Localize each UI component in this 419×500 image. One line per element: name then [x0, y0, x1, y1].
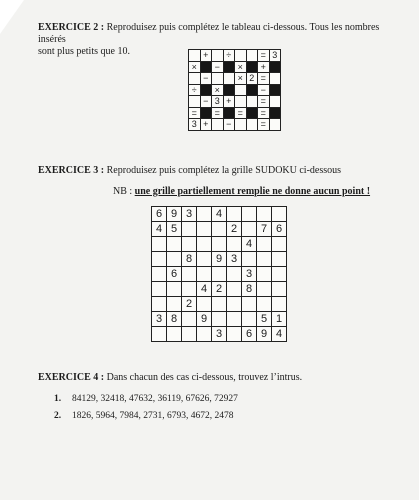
exercise-3-heading: EXERCICE 3 :	[38, 165, 105, 176]
sudoku-cell	[212, 267, 227, 282]
puzzle-black-cell	[224, 62, 236, 74]
puzzle-black-cell	[201, 62, 213, 74]
puzzle-cell: =	[258, 108, 270, 120]
puzzle-cell	[189, 73, 201, 85]
list-item	[54, 408, 238, 425]
sudoku-cell: 8	[242, 282, 257, 297]
puzzle-black-cell	[224, 85, 236, 97]
sudoku-cell	[182, 267, 197, 282]
sudoku-cell	[227, 282, 242, 297]
puzzle-cell	[247, 119, 259, 131]
sudoku-cell	[167, 252, 182, 267]
puzzle-cell: =	[189, 108, 201, 120]
sudoku-cell	[272, 237, 287, 252]
sudoku-cell	[167, 297, 182, 312]
sudoku-cell	[257, 267, 272, 282]
sudoku-cell: 5	[167, 222, 182, 237]
puzzle-cell: 2	[247, 73, 259, 85]
puzzle-cell: −	[212, 62, 224, 74]
sudoku-cell	[242, 312, 257, 327]
exercise-2-line1: Reproduisez puis complétez le tableau ci-dessous. Tous les nombres insérés	[38, 22, 380, 45]
sudoku-cell	[272, 252, 287, 267]
puzzle-cell: ×	[235, 73, 247, 85]
puzzle-cell	[235, 96, 247, 108]
sudoku-cell	[167, 282, 182, 297]
puzzle-black-cell	[224, 108, 236, 120]
sudoku-cell	[227, 267, 242, 282]
sudoku-cell: 9	[212, 252, 227, 267]
exercise-4-list	[54, 391, 238, 425]
sudoku-cell: 9	[197, 312, 212, 327]
puzzle-cell: ÷	[189, 85, 201, 97]
sudoku-cell: 6	[152, 207, 167, 222]
sudoku-cell	[257, 297, 272, 312]
sudoku-cell: 5	[257, 312, 272, 327]
puzzle-black-cell	[247, 85, 259, 97]
list-item-text: 1826, 5964, 7984, 2731, 6793, 4672, 2478	[72, 411, 234, 421]
puzzle-cell	[235, 50, 247, 62]
puzzle-cell: =	[258, 96, 270, 108]
list-item-number: 1.	[54, 394, 62, 404]
sudoku-cell	[197, 222, 212, 237]
puzzle-black-cell	[201, 85, 213, 97]
puzzle-cell: =	[212, 108, 224, 120]
puzzle-cell: 3	[189, 119, 201, 131]
puzzle-cell: +	[201, 119, 213, 131]
sudoku-cell	[227, 312, 242, 327]
exercise-4-instructions	[38, 372, 302, 384]
exercise-2-heading: EXERCICE 2 :	[38, 22, 105, 33]
sudoku-cell	[152, 252, 167, 267]
puzzle-cell: 3	[212, 96, 224, 108]
puzzle-cell: ×	[235, 62, 247, 74]
puzzle-cell	[212, 119, 224, 131]
list-item-number: 2.	[54, 411, 62, 421]
puzzle-cell	[270, 119, 282, 131]
sudoku-cell: 4	[242, 237, 257, 252]
puzzle-cell	[270, 96, 282, 108]
puzzle-cell: =	[258, 119, 270, 131]
sudoku-cell: 6	[272, 222, 287, 237]
puzzle-cell: =	[235, 108, 247, 120]
puzzle-cell: +	[201, 50, 213, 62]
puzzle-cell	[212, 50, 224, 62]
puzzle-black-cell	[247, 108, 259, 120]
sudoku-cell	[212, 222, 227, 237]
sudoku-cell	[257, 282, 272, 297]
sudoku-cell: 3	[242, 267, 257, 282]
sudoku-cell	[182, 312, 197, 327]
sudoku-cell: 8	[167, 312, 182, 327]
puzzle-cell: 3	[270, 50, 282, 62]
sudoku-cell	[167, 327, 182, 342]
puzzle-cell	[235, 119, 247, 131]
sudoku-cell: 9	[257, 327, 272, 342]
exercise-4-line1: Dans chacun des cas ci-dessous, trouvez l’intrus.	[106, 372, 303, 383]
puzzle-cell: −	[201, 73, 213, 85]
sudoku-cell: 2	[212, 282, 227, 297]
sudoku-cell	[152, 267, 167, 282]
puzzle-cell	[212, 73, 224, 85]
puzzle-cell	[224, 73, 236, 85]
sudoku-cell: 4	[272, 327, 287, 342]
sudoku-cell: 9	[167, 207, 182, 222]
sudoku-cell	[152, 282, 167, 297]
sudoku-cell	[197, 327, 212, 342]
sudoku-cell: 6	[167, 267, 182, 282]
sudoku-cell	[242, 297, 257, 312]
sudoku-cell: 2	[227, 222, 242, 237]
note-text: une grille partiellement remplie ne donne aucun point !	[134, 186, 371, 197]
puzzle-black-cell	[270, 62, 282, 74]
puzzle-cell: +	[224, 96, 236, 108]
sudoku-cell	[242, 207, 257, 222]
sudoku-cell	[227, 237, 242, 252]
puzzle-cell: ÷	[224, 50, 236, 62]
puzzle-cell	[235, 85, 247, 97]
sudoku-cell	[197, 237, 212, 252]
puzzle-cell: ×	[189, 62, 201, 74]
sudoku-cell	[182, 327, 197, 342]
sudoku-cell: 6	[242, 327, 257, 342]
sudoku-cell	[152, 237, 167, 252]
puzzle-black-cell	[270, 108, 282, 120]
sudoku-cell: 4	[197, 282, 212, 297]
sudoku-cell	[227, 297, 242, 312]
puzzle-cell	[189, 50, 201, 62]
sudoku-cell	[272, 297, 287, 312]
page-corner	[0, 0, 24, 34]
sudoku-cell	[197, 207, 212, 222]
sudoku-cell	[242, 252, 257, 267]
exercise-3-line1: Reproduisez puis complétez la grille SUDOKU ci-dessous	[106, 165, 342, 176]
note-prefix: NB :	[113, 186, 135, 197]
sudoku-cell	[182, 237, 197, 252]
puzzle-cell: +	[258, 62, 270, 74]
puzzle-black-cell	[201, 108, 213, 120]
sudoku-cell: 7	[257, 222, 272, 237]
sudoku-cell	[167, 237, 182, 252]
sudoku-cell	[182, 282, 197, 297]
exercise-4-heading: EXERCICE 4 :	[38, 372, 105, 383]
sudoku-cell	[257, 207, 272, 222]
puzzle-cell: −	[201, 96, 213, 108]
sudoku-cell	[257, 237, 272, 252]
sudoku-cell: 4	[152, 222, 167, 237]
list-item-text: 84129, 32418, 47632, 36119, 67626, 72927	[72, 394, 238, 404]
sudoku-cell	[197, 297, 212, 312]
sudoku-grid	[151, 206, 287, 342]
puzzle-cell: =	[258, 73, 270, 85]
puzzle-cell: −	[224, 119, 236, 131]
sudoku-cell	[227, 207, 242, 222]
sudoku-cell	[152, 327, 167, 342]
sudoku-cell	[242, 222, 257, 237]
sudoku-cell	[212, 297, 227, 312]
arithmetic-puzzle-grid	[188, 49, 281, 131]
sudoku-cell: 3	[182, 207, 197, 222]
puzzle-cell	[189, 96, 201, 108]
sudoku-cell: 3	[227, 252, 242, 267]
puzzle-cell: ×	[212, 85, 224, 97]
puzzle-cell: =	[258, 50, 270, 62]
sudoku-cell: 3	[212, 327, 227, 342]
sudoku-cell	[152, 297, 167, 312]
sudoku-cell	[182, 222, 197, 237]
sudoku-cell	[272, 282, 287, 297]
sudoku-cell	[257, 252, 272, 267]
sudoku-cell	[212, 312, 227, 327]
sudoku-cell: 4	[212, 207, 227, 222]
sudoku-cell: 1	[272, 312, 287, 327]
puzzle-black-cell	[247, 62, 259, 74]
sudoku-cell	[197, 267, 212, 282]
puzzle-cell	[247, 96, 259, 108]
puzzle-cell	[270, 73, 282, 85]
list-item	[54, 391, 238, 408]
exercise-2-line2: sont plus petits que 10.	[38, 46, 130, 57]
sudoku-cell	[272, 267, 287, 282]
sudoku-cell: 2	[182, 297, 197, 312]
exercise-3-note	[113, 186, 370, 198]
puzzle-cell: −	[258, 85, 270, 97]
sudoku-cell	[227, 327, 242, 342]
sudoku-cell: 3	[152, 312, 167, 327]
puzzle-cell	[247, 50, 259, 62]
sudoku-cell	[212, 237, 227, 252]
sudoku-cell	[197, 252, 212, 267]
sudoku-cell: 8	[182, 252, 197, 267]
puzzle-black-cell	[270, 85, 282, 97]
exercise-3-instructions	[38, 165, 341, 177]
sudoku-cell	[272, 207, 287, 222]
